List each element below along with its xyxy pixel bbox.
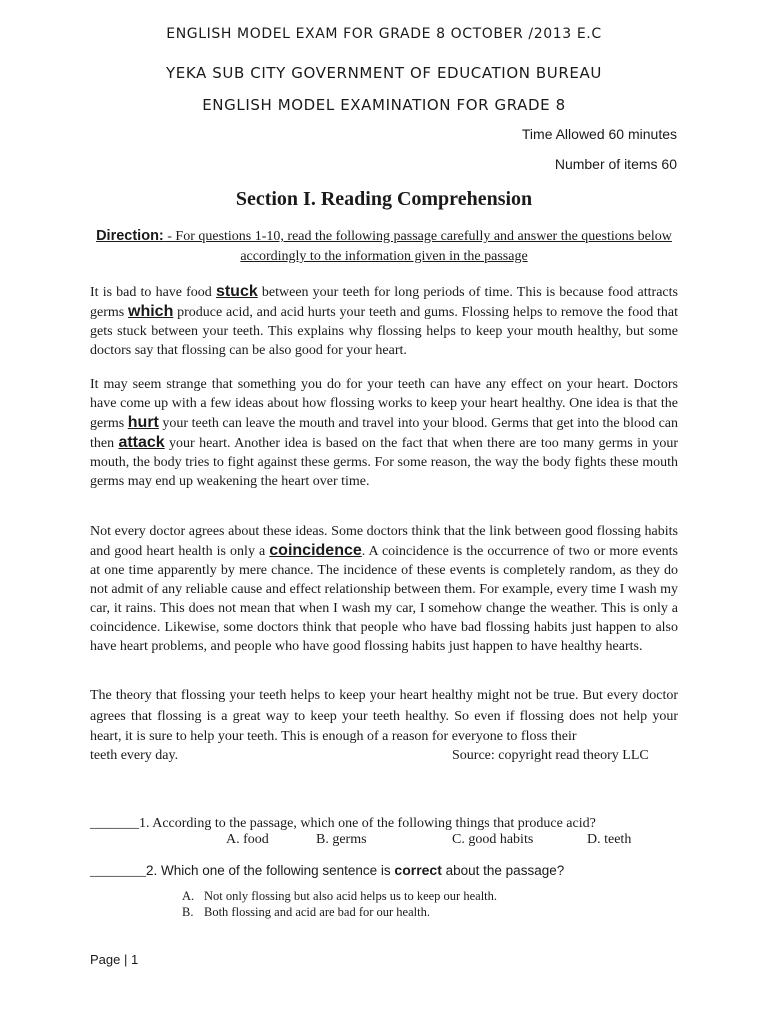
paragraph-text: . A coincidence is the occurrence of two or more events at one time apparently by mere chance. The incidence of these events is completely random, as they do not admit of any reliable cause and effect relationship between them. For example, every time I wash my car, it rains. This does not mean that when I wash my car, I somehow change the weather. This is only a coincidence. Likewise, some doctors think that people who have bad flossing habits just happen to also have heart problems, and people who have good flossing habits just happen to have healthy hearts.: [90, 544, 678, 654]
paragraph-text: your teeth can leave the mouth and travel into your blood. Germs that get into the blood can then: [90, 416, 678, 451]
option-letter: B.: [182, 905, 194, 919]
paragraph-text: It is bad to have food: [90, 285, 216, 300]
paragraph-text: between your teeth for long periods of time. This is because food attracts germs: [90, 285, 678, 320]
question-2: [90, 862, 678, 880]
question-text: 1. According to the passage, which one of the following things that produce acid?: [139, 816, 596, 831]
option-c: C. good habits: [452, 832, 534, 847]
option-d: D. teeth: [587, 832, 632, 847]
passage-paragraph-3: [90, 522, 678, 656]
page-number: Page | 1: [90, 952, 139, 967]
number-of-items: Number of items 60: [554, 156, 677, 172]
time-allowed: Time Allowed 60 minutes: [521, 126, 677, 142]
paragraph-text: The theory that flossing your teeth helps to keep your heart healthy might not be true. But every doctor agrees that flossing is a great way to keep your teeth healthy. So even if flossing does not help your heart, it is sure to help your teeth. This is enough of a reason for everyone to floss their: [90, 688, 678, 744]
direction-label: Direction:: [96, 228, 164, 244]
keyword-stuck: stuck: [215, 283, 258, 300]
paragraph-text: teeth every day.: [90, 748, 179, 763]
option-text: Both flossing and acid are bad for our health.: [204, 905, 430, 919]
question-text: about the passage?: [441, 863, 565, 878]
option-a: [182, 888, 682, 904]
organization-title: YEKA SUB CITY GOVERNMENT OF EDUCATION BUREAU: [166, 64, 602, 82]
direction: [90, 226, 678, 267]
passage-source: Source: copyright read theory LLC: [452, 748, 649, 763]
direction-text: - For questions 1-10, read the following passage carefully and answer the questions below accordingly to the information given in the passage: [163, 229, 672, 264]
passage-paragraph-4: [90, 686, 678, 748]
option-b: [182, 904, 682, 920]
keyword-coincidence: coincidence: [269, 542, 362, 559]
option-a: A. food: [226, 832, 269, 847]
section-title: Section I. Reading Comprehension: [235, 188, 533, 210]
keyword-which: which: [128, 303, 174, 320]
question-1: [90, 816, 678, 832]
option-text: Not only flossing but also acid helps us to keep our health.: [204, 889, 498, 903]
passage-last-line: [90, 748, 678, 764]
paragraph-text: Not every doctor agrees about these ideas. Some doctors think that the link between good flossing habits and good heart health is only a: [90, 524, 678, 559]
option-letter: A.: [182, 889, 195, 903]
answer-blank[interactable]: ________: [90, 864, 146, 879]
keyword-correct: correct: [394, 862, 442, 878]
answer-blank[interactable]: _______: [90, 816, 139, 831]
passage-paragraph-1: [90, 282, 678, 360]
exam-title: ENGLISH MODEL EXAMINATION FOR GRADE 8: [202, 96, 566, 114]
paragraph-text: produce acid, and acid hurts your teeth and gums. Flossing helps to remove the food that gets stuck between your teeth. This explains why flossing helps to keep your mouth healthy, but some doctors say that flossing can be also good for your heart.: [90, 305, 678, 358]
exam-header-line: ENGLISH MODEL EXAM FOR GRADE 8 OCTOBER /2013 E.C: [166, 26, 602, 42]
paragraph-text: your heart. Another idea is based on the fact that when there are too many germs in your mouth, the body tries to fight against these germs. For some reason, the way the body fights these mouth germs may end up weakening the heart over time.: [90, 436, 678, 489]
question-text: 2. Which one of the following sentence is: [146, 863, 395, 878]
keyword-attack: attack: [118, 434, 165, 451]
keyword-hurt: hurt: [127, 414, 159, 431]
passage-paragraph-2: [90, 375, 678, 491]
option-b: B. germs: [316, 832, 367, 847]
question-2-options: [182, 888, 682, 920]
paragraph-text: It may seem strange that something you do for your teeth can have any effect on your heart. Doctors have come up with a few ideas about how flossing works to keep your heart healthy. One idea is that the germs: [90, 377, 678, 431]
